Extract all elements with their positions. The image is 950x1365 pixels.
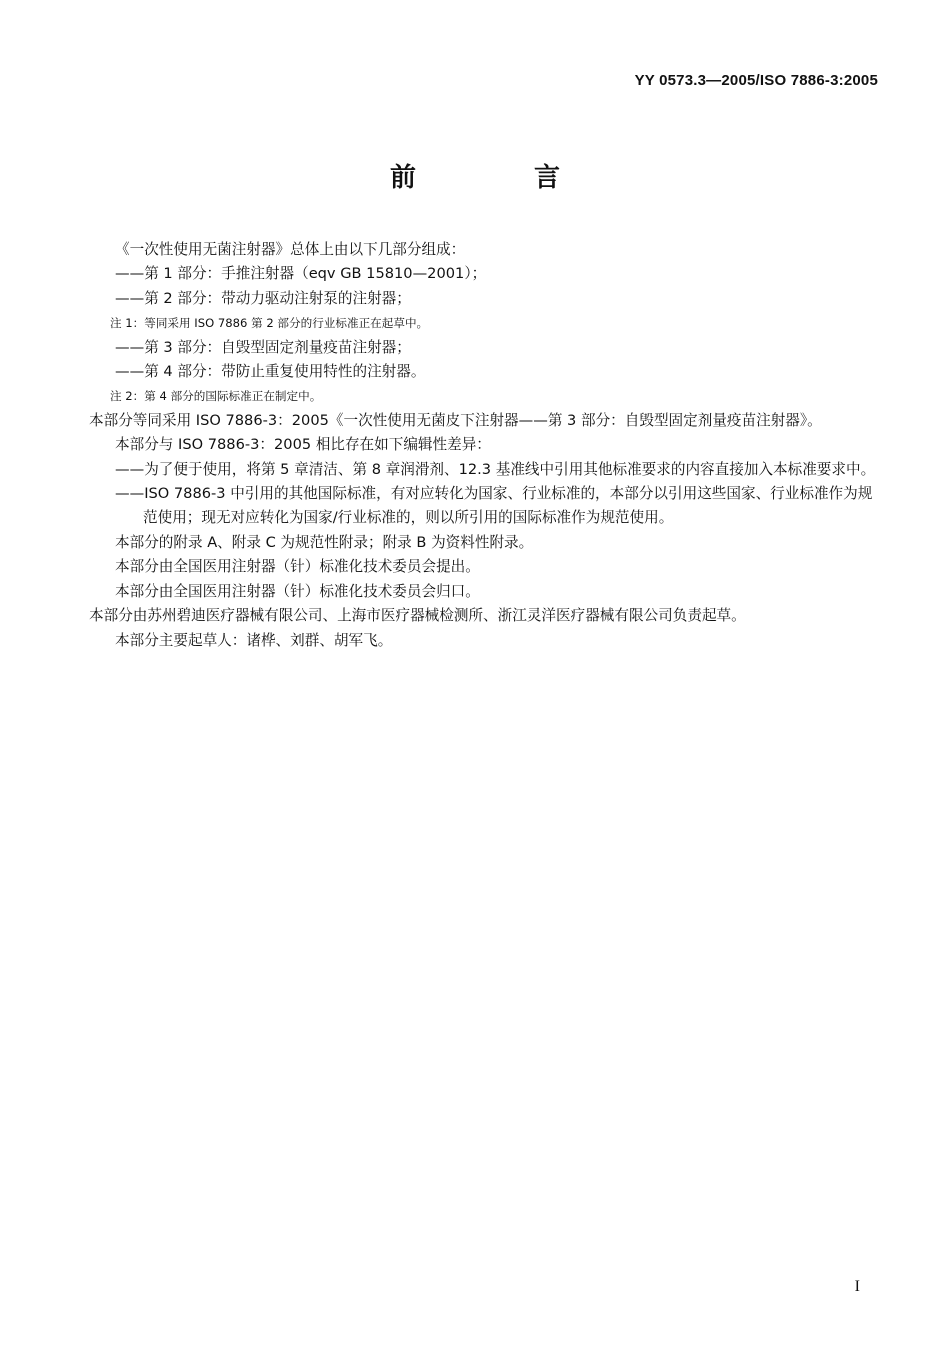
page-title: 前 言 xyxy=(389,163,606,193)
note-1: 注 1：等同采用 ISO 7886 第 2 部分的行业标准正在起草中。 xyxy=(110,316,429,331)
paragraph-annexes: 本部分的附录 A、附录 C 为规范性附录；附录 B 为资料性附录。 xyxy=(115,533,534,551)
note-2: 注 2：第 4 部分的国际标准正在制定中。 xyxy=(110,389,322,404)
list-item-part-1: ——第 1 部分：手推注射器（eqv GB 15810—2001）； xyxy=(115,265,487,283)
list-item-part-4: ——第 4 部分：带防止重复使用特性的注射器。 xyxy=(115,363,426,381)
paragraph-under-jurisdiction: 本部分由全国医用注射器（针）标准化技术委员会归口。 xyxy=(115,582,480,600)
paragraph-drafters: 本部分主要起草人：诸桦、刘群、胡军飞。 xyxy=(115,631,393,649)
standard-code-header: YY 0573.3—2005/ISO 7886-3:2005 xyxy=(634,72,878,89)
paragraph-drafting-units: 本部分由苏州碧迪医疗器械有限公司、上海市医疗器械检测所、浙江灵洋医疗器械有限公司负责起草。 xyxy=(89,607,746,625)
paragraph-differences-intro: 本部分与 ISO 7886-3：2005 相比存在如下编辑性差异： xyxy=(115,436,491,454)
list-item-difference-1: ——为了便于使用，将第 5 章清洁、第 8 章润滑剂、12.3 基准线中引用其他标准要求的内容直接加入本标准要求中。 xyxy=(115,460,876,478)
paragraph-overview: 《一次性使用无菌注射器》总体上由以下几部分组成： xyxy=(115,241,466,258)
list-item-part-2: ——第 2 部分：带动力驱动注射泵的注射器； xyxy=(115,289,411,307)
page-number: I xyxy=(854,1278,860,1295)
paragraph-proposed-by: 本部分由全国医用注射器（针）标准化技术委员会提出。 xyxy=(115,558,480,576)
paragraph-equivalence: 本部分等同采用 ISO 7886-3：2005《一次性使用无菌皮下注射器——第 3 部分：自毁型固定剂量疫苗注射器》。 xyxy=(89,411,822,429)
list-item-part-3: ——第 3 部分：自毁型固定剂量疫苗注射器； xyxy=(115,338,411,356)
foreword-body xyxy=(89,238,880,653)
list-item-difference-2: ——ISO 7886-3 中引用的其他国际标准，有对应转化为国家、行业标准的，本部分以引用这些国家、行业标准作为规范使用；现无对应转化为国家/行业标准的，则以所引用的国际标准作为规范使用。 xyxy=(115,485,873,527)
